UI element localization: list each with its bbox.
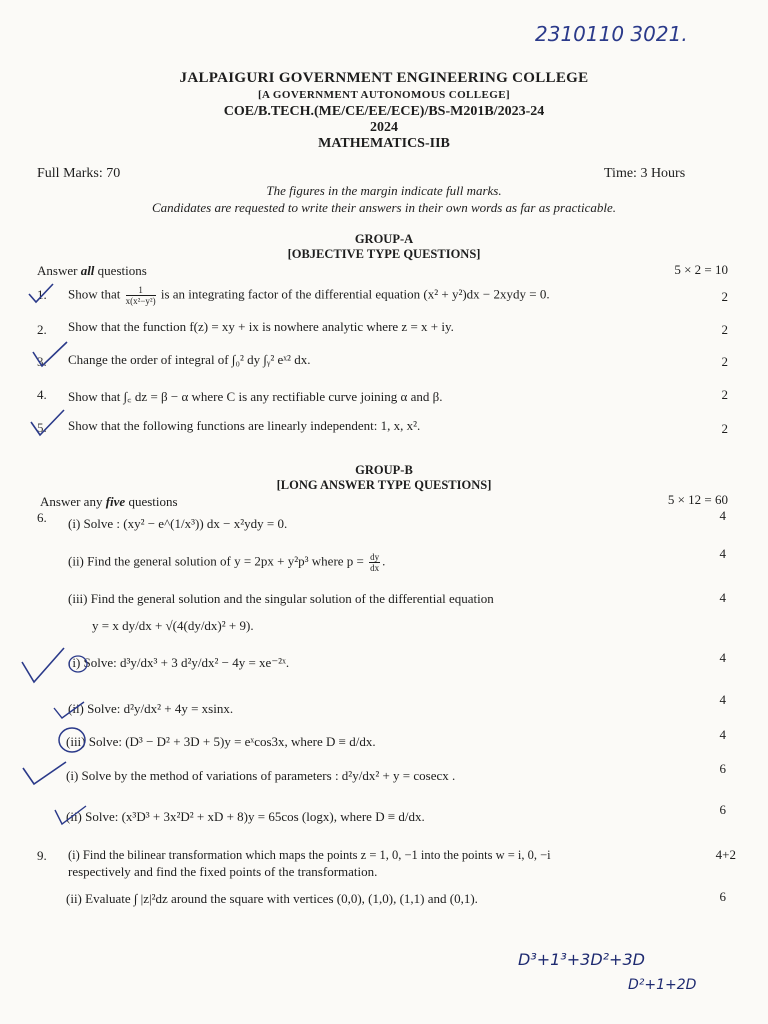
check-mark-icon <box>20 644 90 688</box>
exam-year: 2024 <box>370 120 398 135</box>
group-b-marks-scheme: 5 × 12 = 60 <box>667 492 728 507</box>
subject-title: MATHEMATICS-IIB <box>318 136 450 151</box>
question-6-ii-marks: 4 <box>719 546 726 561</box>
question-5: Show that the following functions are linearly independent: 1, x, x². <box>68 418 421 433</box>
question-2-marks: 2 <box>721 322 728 337</box>
question-3: Change the order of integral of ∫₀² dy ∫ᵧ² eˣ² dx. <box>68 352 311 367</box>
handwritten-scribble-2: D²+1+2D <box>628 977 697 993</box>
question-9-ii-marks: 6 <box>719 889 726 904</box>
instruction-margin-marks: The figures in the margin indicate full marks. <box>266 183 502 198</box>
question-8-i-marks: 6 <box>719 761 726 776</box>
question-6-iii-equation: y = x dy/dx + √(4(dy/dx)² + 9). <box>92 618 254 633</box>
question-4-number: 4. <box>37 387 47 402</box>
college-autonomy: [A GOVERNMENT AUTONOMOUS COLLEGE] <box>257 89 511 101</box>
question-7-iii-marks: 4 <box>719 727 726 742</box>
group-a-instruction: Answer all questions <box>37 263 147 278</box>
question-4: Show that ∫꜀ dz = β − α where C is any rectifiable curve joining α and β. <box>68 389 443 404</box>
exam-time: Time: 3 Hours <box>604 166 686 181</box>
check-mark-icon <box>28 408 68 438</box>
question-7-i-marks: 4 <box>719 650 726 665</box>
question-3-marks: 2 <box>721 354 728 369</box>
question-6-iii: (iii) Find the general solution and the singular solution of the differential equation <box>68 591 494 606</box>
question-9-i-line-2: respectively and find the fixed points of the transformation. <box>68 864 378 879</box>
question-8-ii-marks: 6 <box>719 802 726 817</box>
check-mark-icon <box>48 698 88 722</box>
check-mark-icon <box>26 282 56 306</box>
instruction-own-words: Candidates are requested to write their answers in their own words as far as practicable. <box>151 200 617 215</box>
question-7-ii: (ii) Solve: d²y/dx² + 4y = xsinx. <box>68 701 234 716</box>
question-6-number: 6. <box>37 510 47 525</box>
group-a-marks-scheme: 5 × 2 = 10 <box>674 262 728 277</box>
check-mark-icon <box>52 802 88 828</box>
question-6-iii-marks: 4 <box>719 590 726 605</box>
question-9-number: 9. <box>37 848 47 863</box>
circle-annotation-icon <box>56 725 88 755</box>
exam-code: COE/B.TECH.(ME/CE/EE/ECE)/BS-M201B/2023-24 <box>223 104 545 119</box>
question-2: Show that the function f(z) = xy + ix is nowhere analytic where z = x + iy. <box>68 319 454 334</box>
question-4-marks: 2 <box>721 387 728 402</box>
full-marks: Full Marks: 70 <box>37 166 121 181</box>
group-a-title: GROUP-A <box>354 232 414 246</box>
question-5-number: 5. <box>37 420 47 435</box>
group-b-subtitle: [LONG ANSWER TYPE QUESTIONS] <box>276 478 492 492</box>
college-name: JALPAIGURI GOVERNMENT ENGINEERING COLLEGE <box>179 70 589 86</box>
question-9-i-line-1: (i) Find the bilinear transformation which maps the points z = 1, 0, −1 into the points w = i, 0, −i <box>68 848 551 862</box>
question-8-i: (i) Solve by the method of variations of parameters : d²y/dx² + y = cosecx . <box>66 768 456 783</box>
question-6-i: (i) Solve : (xy² − e^(1/x³)) dx − x²ydy = 0. <box>68 516 288 531</box>
question-1-number: 1. <box>37 287 47 302</box>
question-2-number: 2. <box>37 322 47 337</box>
question-1-marks: 2 <box>721 289 728 304</box>
handwritten-roll-number: 2310110 3021. <box>535 22 688 46</box>
question-7-i: (i) Solve: d³y/dx³ + 3 d²y/dx² − 4y = xe⁻²ˣ. <box>68 655 290 670</box>
question-9-i-marks: 4+2 <box>715 847 736 862</box>
question-6-ii: (ii) Find the general solution of y = 2px + y²p³ where p = $\frac{dy}{dx}$ . <box>68 552 386 573</box>
question-1: Show that $\frac{1}{\text{x(x²−y²)}}$ is an integrating factor of the differential equation (x² + y²)dx − 2xydy = 0. <box>68 285 550 306</box>
question-7-iii: (iii) Solve: (D³ − D² + 3D + 5)y = eˣcos3x, where D ≡ d/dx. <box>66 734 376 749</box>
question-9-ii: (ii) Evaluate ∫ |z|²dz around the square with vertices (0,0), (1,0), (1,1) and (0,1). <box>66 891 478 906</box>
handwritten-scribble-1: D³+1³+3D²+3D <box>518 950 645 969</box>
question-6-i-marks: 4 <box>719 508 726 523</box>
group-b-instruction: Answer any five questions <box>40 494 178 509</box>
question-3-number: 3. <box>37 354 47 369</box>
check-mark-icon <box>20 758 70 788</box>
check-mark-icon <box>30 340 70 370</box>
question-7-ii-marks: 4 <box>719 692 726 707</box>
group-a-subtitle: [OBJECTIVE TYPE QUESTIONS] <box>287 247 481 261</box>
question-8-ii: (ii) Solve: (x³D³ + 3x²D² + xD + 8)y = 65cos (logx), where D ≡ d/dx. <box>66 809 425 824</box>
question-5-marks: 2 <box>721 421 728 436</box>
group-b-title: GROUP-B <box>355 463 413 477</box>
